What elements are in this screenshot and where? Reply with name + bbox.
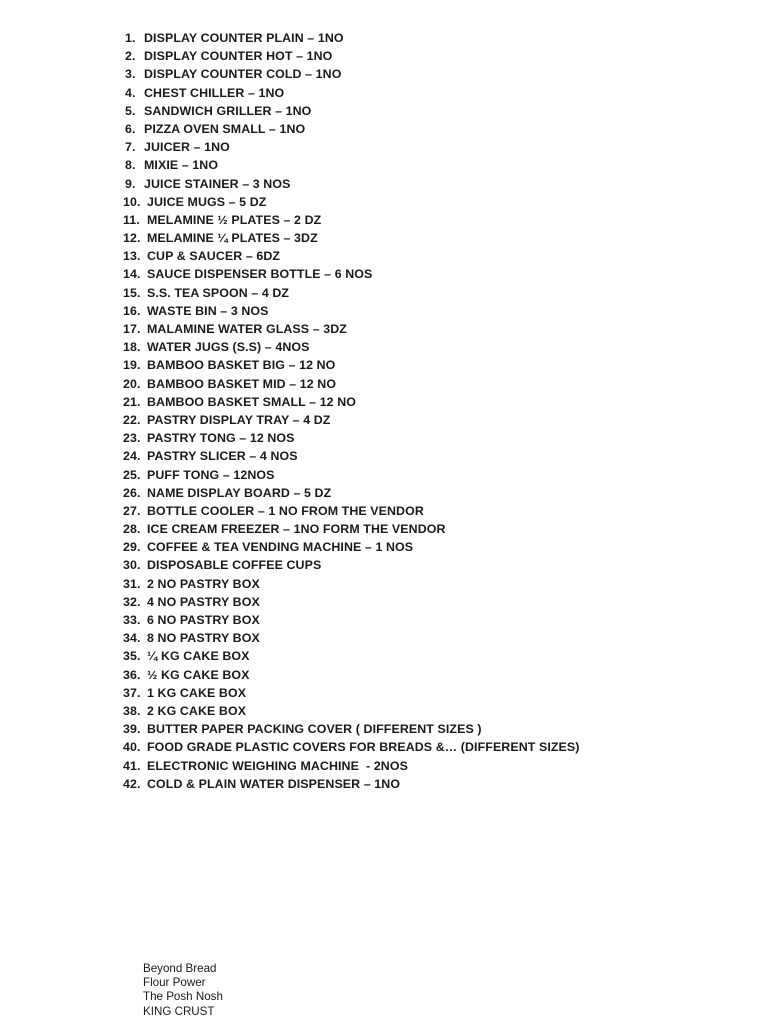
- list-item-number: 12.: [123, 231, 141, 246]
- list-item: [123, 65, 580, 83]
- list-item-text: 2 NO PASTRY BOX: [147, 576, 260, 591]
- list-item-number: 28.: [123, 522, 141, 537]
- list-item: [123, 702, 580, 720]
- list-item-number: 17.: [123, 322, 141, 336]
- list-item-number: 41.: [123, 758, 141, 773]
- list-item-number: 10.: [123, 194, 141, 209]
- list-item: [123, 375, 580, 393]
- list-item: [123, 229, 580, 247]
- list-item-number: 40.: [123, 740, 141, 755]
- list-item-number: 9.: [125, 176, 136, 191]
- list-item-number: 23.: [123, 431, 141, 446]
- list-item-number: 25.: [123, 467, 141, 482]
- brand-name: The Posh Nosh: [143, 990, 223, 1004]
- list-item: [123, 593, 580, 611]
- list-item-number: 2.: [125, 49, 136, 64]
- list-item-text: COLD & PLAIN WATER DISPENSER – 1NO: [147, 776, 401, 791]
- list-item-text: SANDWICH GRILLER – 1NO: [144, 103, 312, 118]
- list-item-text: BAMBOO BASKET SMALL – 12 NO: [147, 394, 357, 409]
- list-item-text: BUTTER PAPER PACKING COVER ( DIFFERENT SIZES ): [147, 722, 482, 737]
- list-item-text: MIXIE – 1NO: [144, 158, 219, 173]
- list-item: [123, 684, 580, 702]
- list-item-text: CUP & SAUCER – 6DZ: [147, 249, 281, 264]
- list-item: [123, 647, 580, 665]
- list-item-text: PUFF TONG – 12NOS: [147, 467, 275, 482]
- list-item-text: PASTRY TONG – 12 NOS: [147, 431, 295, 446]
- list-item: [123, 575, 580, 593]
- list-item: [123, 738, 580, 756]
- list-item-number: 32.: [123, 594, 141, 609]
- list-item-text: FOOD GRADE PLASTIC COVERS FOR BREADS &… (DIFFERENT SIZES): [147, 740, 580, 755]
- list-item: [123, 356, 580, 374]
- list-item: [123, 29, 580, 47]
- brand-names: [143, 962, 223, 1019]
- list-item-number: 26.: [123, 485, 141, 500]
- list-item: [123, 757, 580, 775]
- list-item-text: 4 NO PASTRY BOX: [147, 594, 260, 609]
- list-item: [123, 520, 580, 538]
- list-item-number: 14.: [123, 267, 141, 282]
- list-item-number: 22.: [123, 412, 141, 427]
- list-item-number: 3.: [125, 67, 136, 82]
- list-item-number: 18.: [123, 340, 141, 355]
- list-item-text: ½ KG CAKE BOX: [147, 667, 250, 682]
- list-item: [123, 393, 580, 411]
- list-item-text: DISPLAY COUNTER HOT – 1NO: [144, 49, 333, 64]
- list-item-text: ICE CREAM FREEZER – 1NO FORM THE VENDOR: [147, 522, 446, 537]
- list-item: [123, 138, 580, 156]
- list-item: [123, 666, 580, 684]
- list-item: [123, 775, 580, 793]
- list-item: [123, 502, 580, 520]
- equipment-list: [123, 29, 580, 793]
- list-item-text: WATER JUGS (S.S) – 4NOS: [147, 340, 310, 355]
- list-item-number: 29.: [123, 540, 141, 555]
- list-item: [123, 429, 580, 447]
- list-item-number: 39.: [123, 722, 141, 737]
- list-item: [123, 611, 580, 629]
- list-item-number: 5.: [125, 103, 136, 118]
- list-item: [123, 629, 580, 647]
- list-item: [123, 156, 580, 174]
- list-item-text: 8 NO PASTRY BOX: [147, 631, 260, 646]
- list-item-number: 21.: [123, 394, 141, 409]
- list-item: [123, 265, 580, 283]
- list-item-number: 37.: [123, 685, 141, 700]
- list-item-number: 11.: [123, 212, 140, 227]
- list-item-text: DISPLAY COUNTER COLD – 1NO: [144, 67, 342, 82]
- list-item-number: 16.: [123, 303, 141, 318]
- list-item-text: PASTRY DISPLAY TRAY – 4 DZ: [147, 412, 331, 427]
- list-item-number: 42.: [123, 776, 141, 791]
- list-item: [123, 556, 580, 574]
- list-item: [123, 284, 580, 302]
- list-item-text: JUICE MUGS – 5 DZ: [147, 194, 267, 209]
- list-item-number: 24.: [123, 449, 141, 464]
- list-item-text: PASTRY SLICER – 4 NOS: [147, 449, 298, 464]
- list-item-text: WASTE BIN – 3 NOS: [147, 303, 269, 318]
- list-item: [123, 193, 580, 211]
- list-item-text: 1 KG CAKE BOX: [147, 685, 247, 700]
- list-item-text: MELAMINE ½ PLATES – 2 DZ: [147, 212, 322, 227]
- list-item: [123, 247, 580, 265]
- list-item: [123, 411, 580, 429]
- list-item-text: DISPOSABLE COFFEE CUPS: [147, 558, 322, 573]
- list-item-number: 6.: [125, 121, 136, 136]
- list-item-text: JUICE STAINER – 3 NOS: [144, 176, 291, 191]
- list-item: [123, 447, 580, 465]
- list-item: [123, 484, 580, 502]
- list-item-text: 6 NO PASTRY BOX: [147, 613, 260, 627]
- list-item-text: BAMBOO BASKET MID – 12 NO: [147, 376, 337, 391]
- list-item-number: 8.: [125, 158, 136, 173]
- list-item-number: 30.: [123, 558, 141, 573]
- list-item: [123, 175, 580, 193]
- list-item-number: 31.: [123, 576, 141, 591]
- list-item-text: DISPLAY COUNTER PLAIN – 1NO: [144, 31, 344, 45]
- list-item: [123, 211, 580, 229]
- list-item-text: NAME DISPLAY BOARD – 5 DZ: [147, 485, 332, 500]
- list-item-number: 13.: [123, 249, 141, 264]
- list-item-number: 1.: [125, 31, 136, 45]
- list-item-number: 35.: [123, 649, 141, 664]
- list-item-text: ELECTRONIC WEIGHING MACHINE - 2NOS: [147, 758, 408, 773]
- list-item-text: COFFEE & TEA VENDING MACHINE – 1 NOS: [147, 540, 414, 555]
- brand-name: KING CRUST: [143, 1004, 215, 1018]
- list-item-text: MELAMINE ¼ PLATES – 3DZ: [147, 231, 318, 246]
- list-item-text: BAMBOO BASKET BIG – 12 NO: [147, 358, 336, 373]
- list-item-number: 36.: [123, 667, 141, 682]
- list-item: [123, 538, 580, 556]
- list-item-number: 19.: [123, 358, 141, 373]
- list-item: [123, 720, 580, 738]
- list-item: [123, 102, 580, 120]
- list-item: [123, 84, 580, 102]
- list-item-number: 4.: [125, 85, 136, 100]
- list-item-text: 2 KG CAKE BOX: [147, 703, 247, 718]
- list-item: [123, 320, 580, 338]
- list-item-number: 27.: [123, 503, 141, 518]
- list-item-number: 7.: [125, 140, 136, 155]
- list-item-number: 15.: [123, 285, 141, 300]
- list-item: [123, 302, 580, 320]
- list-item: [123, 120, 580, 138]
- list-item-number: 34.: [123, 631, 141, 646]
- brand-name: Beyond Bread: [143, 962, 217, 975]
- brand-name: Flour Power: [143, 976, 206, 990]
- list-item-number: 33.: [123, 613, 141, 627]
- list-item: [123, 466, 580, 484]
- list-item: [123, 47, 580, 65]
- list-item-text: S.S. TEA SPOON – 4 DZ: [147, 285, 290, 300]
- list-item-text: BOTTLE COOLER – 1 NO FROM THE VENDOR: [147, 503, 424, 518]
- list-item-text: CHEST CHILLER – 1NO: [144, 85, 285, 100]
- list-item-text: MALAMINE WATER GLASS – 3DZ: [147, 322, 347, 336]
- list-item-text: SAUCE DISPENSER BOTTLE – 6 NOS: [147, 267, 373, 282]
- list-item: [123, 338, 580, 356]
- list-item-text: PIZZA OVEN SMALL – 1NO: [144, 121, 306, 136]
- list-item-number: 20.: [123, 376, 141, 391]
- list-item-text: JUICER – 1NO: [144, 140, 230, 155]
- list-item-number: 38.: [123, 703, 141, 718]
- list-item-text: ¼ KG CAKE BOX: [147, 649, 250, 664]
